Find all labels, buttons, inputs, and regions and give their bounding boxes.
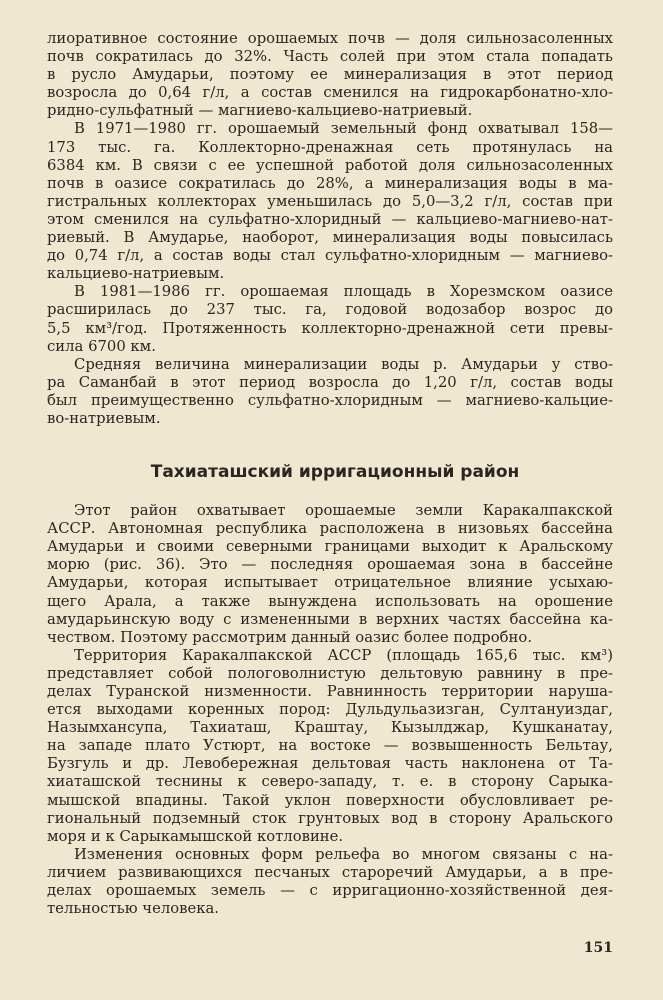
text-line: Амударьи и своими северными границами выходит к Аральскому	[47, 538, 613, 556]
text-line: был преимущественно сульфатно-хлоридным — магниево-кальцие-	[47, 391, 613, 409]
text-line: В 1981—1986 гг. орошаемая площадь в Хорезмском оазисе	[74, 283, 613, 301]
text-line: морю (рис. 36). Это — последняя орошаемая зона в бассейне	[47, 556, 613, 574]
text-line: сила 6700 км.	[47, 337, 156, 355]
section-heading: Тахиаташский ирригационный район	[150, 462, 520, 483]
text-line: Средняя величина минерализации воды р. Амударьи у ство-	[74, 355, 613, 373]
text-line: мышской впадины. Такой уклон поверхности обусловливает ре-	[47, 791, 613, 809]
text-line: до 0,74 г/л, а состав воды стал сульфатно-хлоридным — магниево-	[47, 247, 613, 265]
text-line: 173 тыс. га. Коллекторно-дренажная сеть протянулась на	[47, 138, 613, 156]
text-line: делах орошаемых земель — с ирригационно-хозяйственной дея-	[47, 882, 613, 900]
text-line: гиональный подземный сток грунтовых вод в сторону Аральского	[47, 809, 613, 827]
text-line: личием развивающихся песчаных староречий Амударьи, а в пре-	[47, 863, 613, 881]
text-line: Изменения основных форм рельефа во многом связаны с на-	[74, 845, 613, 863]
page-number: 151	[583, 940, 613, 956]
text-line: в русло Амударьи, поэтому ее минерализация в этот период	[47, 66, 613, 84]
text-line: Этот район охватывает орошаемые земли Каракалпакской	[74, 502, 613, 520]
text-line: амударьинскую воду с измененными в верхних частях бассейна ка-	[47, 610, 613, 628]
text-line: ется выходами коренных пород: Дульдульазизган, Султануиздаг,	[47, 701, 613, 719]
text-line: на западе плато Устюрт, на востоке — возвышенность Бельтау,	[47, 737, 613, 755]
text-line: моря и к Сарыкамышской котловине.	[47, 827, 344, 845]
text-line: возросла до 0,64 г/л, а состав сменился на гидрокарбонатно-хло-	[47, 84, 613, 102]
text-line: почв сократилась до 32%. Часть солей при этом стала попадать	[47, 48, 613, 66]
text-line: ра Саманбай в этот период возросла до 1,20 г/л, состав воды	[47, 373, 613, 391]
text-line: лиоративное состояние орошаемых почв — доля сильнозасоленных	[47, 30, 613, 47]
text-line: почв в оазисе сократилась до 28%, а минерализация воды в ма-	[47, 174, 613, 192]
text-line: 6384 км. В связи с ее успешной работой доля сильнозасоленных	[47, 156, 613, 174]
text-line: во-натриевым.	[47, 409, 161, 427]
text-line: представляет собой пологоволнистую дельтовую равнину в пре-	[47, 664, 613, 682]
text-line: риевый. В Амударье, наоборот, минерализация воды повысилась	[47, 229, 613, 247]
text-line: этом сменился на сульфатно-хлоридный — кальциево-магниево-нат-	[47, 210, 613, 228]
text-line: В 1971—1980 гг. орошаемый земельный фонд охватывал 158—	[74, 120, 613, 138]
text-line: АССР. Автономная республика расположена в низовьях бассейна	[47, 520, 613, 538]
text-line: Территория Каракалпакской АССР (площадь 165,6 тыс. км³)	[74, 646, 613, 664]
text-line: чеством. Поэтому рассмотрим данный оазис более подробно.	[47, 628, 533, 646]
text-line: делах Туранской низменности. Равнинность территории наруша-	[47, 683, 613, 700]
text-line: гистральных коллекторах уменьшилась до 5,0—3,2 г/л, состав при	[47, 192, 613, 210]
text-block-top	[47, 30, 613, 428]
text-line: расширилась до 237 тыс. га, годовой водозабор возрос до	[47, 301, 613, 319]
text-line: хиаташской теснины к северо-западу, т. е. в сторону Сарыка-	[47, 773, 613, 791]
text-line: ридно-сульфатный — магниево-кальциево-натриевый.	[47, 102, 473, 120]
text-block-bottom	[47, 502, 613, 918]
text-line: щего Арала, а также вынуждена использовать на орошение	[47, 592, 613, 610]
text-line: Назымхансупа, Тахиаташ, Краштау, Кызылджар, Кушканатау,	[47, 719, 613, 737]
text-line: Амударьи, которая испытывает отрицательное влияние усыхаю-	[47, 574, 613, 592]
text-line: тельностью человека.	[47, 900, 219, 918]
text-line: 5,5 км³/год. Протяженность коллекторно-дренажной сети превы-	[47, 319, 613, 337]
text-line: Бузгуль и др. Левобережная дельтовая часть наклонена от Та-	[47, 755, 613, 773]
text-line: кальциево-натриевым.	[47, 265, 225, 283]
